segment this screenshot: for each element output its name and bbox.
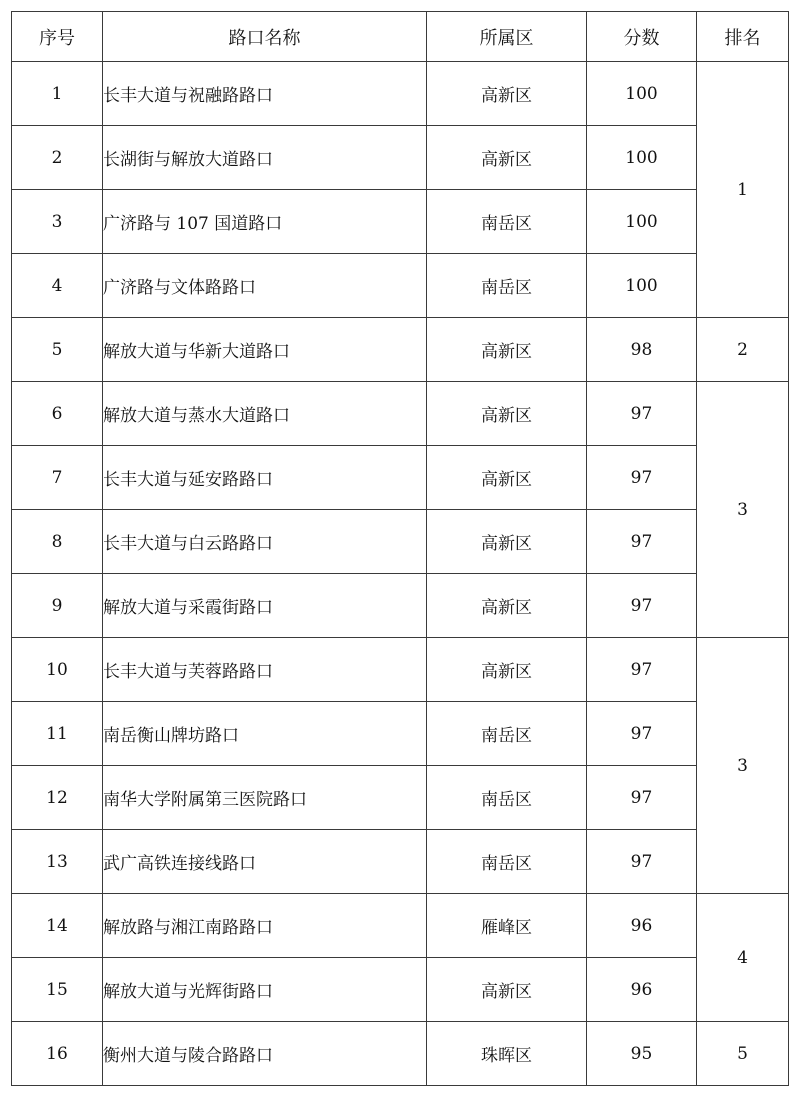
row-index-cell: 3 [12, 190, 103, 254]
row-district-cell: 高新区 [427, 638, 587, 702]
row-district-cell: 南岳区 [427, 702, 587, 766]
table-row [12, 638, 789, 702]
row-name-cell: 长丰大道与祝融路路口 [103, 62, 427, 126]
row-index-cell: 6 [12, 382, 103, 446]
row-score-cell: 97 [587, 510, 697, 574]
row-score-cell: 100 [587, 62, 697, 126]
row-index-cell: 13 [12, 830, 103, 894]
table-body [12, 62, 789, 1086]
table-row [12, 446, 789, 510]
row-score-cell: 97 [587, 830, 697, 894]
row-district-cell: 南岳区 [427, 830, 587, 894]
rank-group-cell: 1 [697, 62, 789, 318]
row-score-cell: 100 [587, 254, 697, 318]
row-district-cell: 南岳区 [427, 766, 587, 830]
row-index-cell: 5 [12, 318, 103, 382]
row-index-cell: 8 [12, 510, 103, 574]
table-row [12, 318, 789, 382]
row-name-cell: 解放大道与华新大道路口 [103, 318, 427, 382]
rank-group-cell: 5 [697, 1022, 789, 1086]
row-name-cell: 广济路与文体路路口 [103, 254, 427, 318]
row-name-cell: 南岳衡山牌坊路口 [103, 702, 427, 766]
row-district-cell: 高新区 [427, 318, 587, 382]
row-district-cell: 高新区 [427, 958, 587, 1022]
row-score-cell: 97 [587, 446, 697, 510]
table-row [12, 510, 789, 574]
header-index: 序号 [12, 12, 103, 62]
row-district-cell: 高新区 [427, 510, 587, 574]
row-district-cell: 高新区 [427, 446, 587, 510]
row-index-cell: 16 [12, 1022, 103, 1086]
row-index-cell: 10 [12, 638, 103, 702]
row-name-cell: 解放大道与采霞街路口 [103, 574, 427, 638]
intersection-score-table [11, 11, 789, 1086]
row-score-cell: 97 [587, 702, 697, 766]
table-row [12, 190, 789, 254]
row-district-cell: 雁峰区 [427, 894, 587, 958]
row-score-cell: 97 [587, 638, 697, 702]
table-row [12, 766, 789, 830]
row-score-cell: 96 [587, 894, 697, 958]
row-name-cell: 解放大道与蒸水大道路口 [103, 382, 427, 446]
row-index-cell: 14 [12, 894, 103, 958]
table-row [12, 126, 789, 190]
row-name-cell: 长丰大道与芙蓉路路口 [103, 638, 427, 702]
row-name-cell: 衡州大道与陵合路路口 [103, 1022, 427, 1086]
row-index-cell: 12 [12, 766, 103, 830]
row-score-cell: 100 [587, 190, 697, 254]
row-district-cell: 南岳区 [427, 254, 587, 318]
table-row [12, 958, 789, 1022]
row-index-cell: 4 [12, 254, 103, 318]
table-row [12, 254, 789, 318]
rank-group-cell: 3 [697, 382, 789, 638]
row-district-cell: 高新区 [427, 574, 587, 638]
header-district: 所属区 [427, 12, 587, 62]
row-district-cell: 高新区 [427, 126, 587, 190]
table-row [12, 62, 789, 126]
row-name-cell: 武广高铁连接线路口 [103, 830, 427, 894]
row-district-cell: 高新区 [427, 62, 587, 126]
row-index-cell: 15 [12, 958, 103, 1022]
header-score: 分数 [587, 12, 697, 62]
row-score-cell: 96 [587, 958, 697, 1022]
row-district-cell: 珠晖区 [427, 1022, 587, 1086]
row-name-cell: 长湖街与解放大道路口 [103, 126, 427, 190]
row-score-cell: 97 [587, 382, 697, 446]
row-district-cell: 南岳区 [427, 190, 587, 254]
row-name-cell: 长丰大道与延安路路口 [103, 446, 427, 510]
table-row [12, 702, 789, 766]
row-name-cell: 广济路与 107 国道路口 [103, 190, 427, 254]
row-index-cell: 7 [12, 446, 103, 510]
table-row [12, 894, 789, 958]
row-score-cell: 95 [587, 1022, 697, 1086]
table-row [12, 574, 789, 638]
row-index-cell: 9 [12, 574, 103, 638]
row-district-cell: 高新区 [427, 382, 587, 446]
row-name-cell: 解放大道与光辉街路口 [103, 958, 427, 1022]
row-name-cell: 南华大学附属第三医院路口 [103, 766, 427, 830]
header-rank: 排名 [697, 12, 789, 62]
row-name-cell: 解放路与湘江南路路口 [103, 894, 427, 958]
row-index-cell: 1 [12, 62, 103, 126]
row-index-cell: 11 [12, 702, 103, 766]
row-score-cell: 100 [587, 126, 697, 190]
table-row [12, 1022, 789, 1086]
row-score-cell: 97 [587, 766, 697, 830]
row-score-cell: 97 [587, 574, 697, 638]
row-index-cell: 2 [12, 126, 103, 190]
table-row [12, 382, 789, 446]
rank-group-cell: 2 [697, 318, 789, 382]
table-header-row [12, 12, 789, 62]
rank-group-cell: 4 [697, 894, 789, 1022]
row-name-cell: 长丰大道与白云路路口 [103, 510, 427, 574]
header-name: 路口名称 [103, 12, 427, 62]
rank-group-cell: 3 [697, 638, 789, 894]
row-score-cell: 98 [587, 318, 697, 382]
table-row [12, 830, 789, 894]
